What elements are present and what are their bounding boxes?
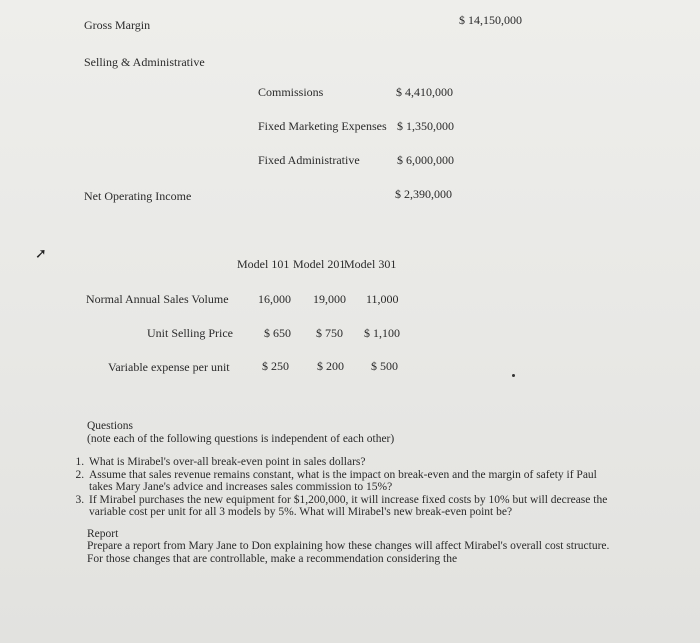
row-label-unit-price: Unit Selling Price (147, 326, 233, 340)
cell-variable-expense-301: $ 500 (371, 359, 398, 373)
stray-mark (512, 374, 515, 377)
question-item: 1. What is Mirabel's over-all break-even point in sales dollars? (87, 456, 623, 469)
gross-margin-value: $ 14,150,000 (459, 13, 522, 27)
cell-unit-price-101: $ 650 (264, 326, 291, 340)
fixed-marketing-value: $ 1,350,000 (397, 119, 454, 133)
row-label-variable-expense: Variable expense per unit (108, 360, 230, 374)
cell-variable-expense-101: $ 250 (262, 359, 289, 373)
cell-variable-expense-201: $ 200 (317, 359, 344, 373)
model-header-101: Model 101 (237, 257, 290, 271)
net-operating-income-value: $ 2,390,000 (395, 187, 452, 201)
commissions-label: Commissions (258, 85, 324, 99)
model-header-201: Model 201 (293, 257, 346, 271)
fixed-marketing-label: Fixed Marketing Expenses (258, 119, 387, 133)
gross-margin-label: Gross Margin (84, 18, 151, 32)
questions-note: (note each of the following questions is independent of each other) (87, 432, 395, 445)
questions-title: Questions (87, 420, 133, 432)
report-text: Prepare a report from Mary Jane to Don explaining how these changes will affect Mirabel's overall cost structure. For those changes that are controllable, make a recommendation considering the (87, 540, 610, 565)
cell-sales-volume-201: 19,000 (313, 292, 346, 306)
cell-sales-volume-301: 11,000 (366, 292, 399, 306)
model-header-301: Model 301 (344, 257, 397, 271)
cell-unit-price-201: $ 750 (316, 326, 343, 340)
row-label-sales-volume: Normal Annual Sales Volume (86, 292, 229, 306)
report-title: Report (87, 527, 119, 540)
fixed-admin-value: $ 6,000,000 (397, 153, 454, 167)
sga-label: Selling & Administrative (84, 55, 205, 69)
cell-unit-price-301: $ 1,100 (364, 326, 400, 340)
question-item: 3. If Mirabel purchases the new equipment for $1,200,000, it will increase fixed costs by 10% but will decrease the variable cost per unit for all 3 models by 5%. What will Mirabel's new break-even point be? (87, 494, 623, 519)
net-operating-income-label: Net Operating Income (84, 189, 192, 203)
questions-section (63, 420, 623, 565)
commissions-value: $ 4,410,000 (396, 85, 453, 99)
questions-list (63, 456, 623, 519)
fixed-admin-label: Fixed Administrative (258, 153, 360, 167)
question-item: 2. Assume that sales revenue remains constant, what is the impact on break-even and the margin of safety if Paul takes Mary Jane's advice and increases sales commission to 15%? (87, 469, 623, 494)
cell-sales-volume-101: 16,000 (258, 292, 291, 306)
report-section (87, 528, 623, 566)
pointer-arrow-icon: ➚ (35, 247, 47, 262)
